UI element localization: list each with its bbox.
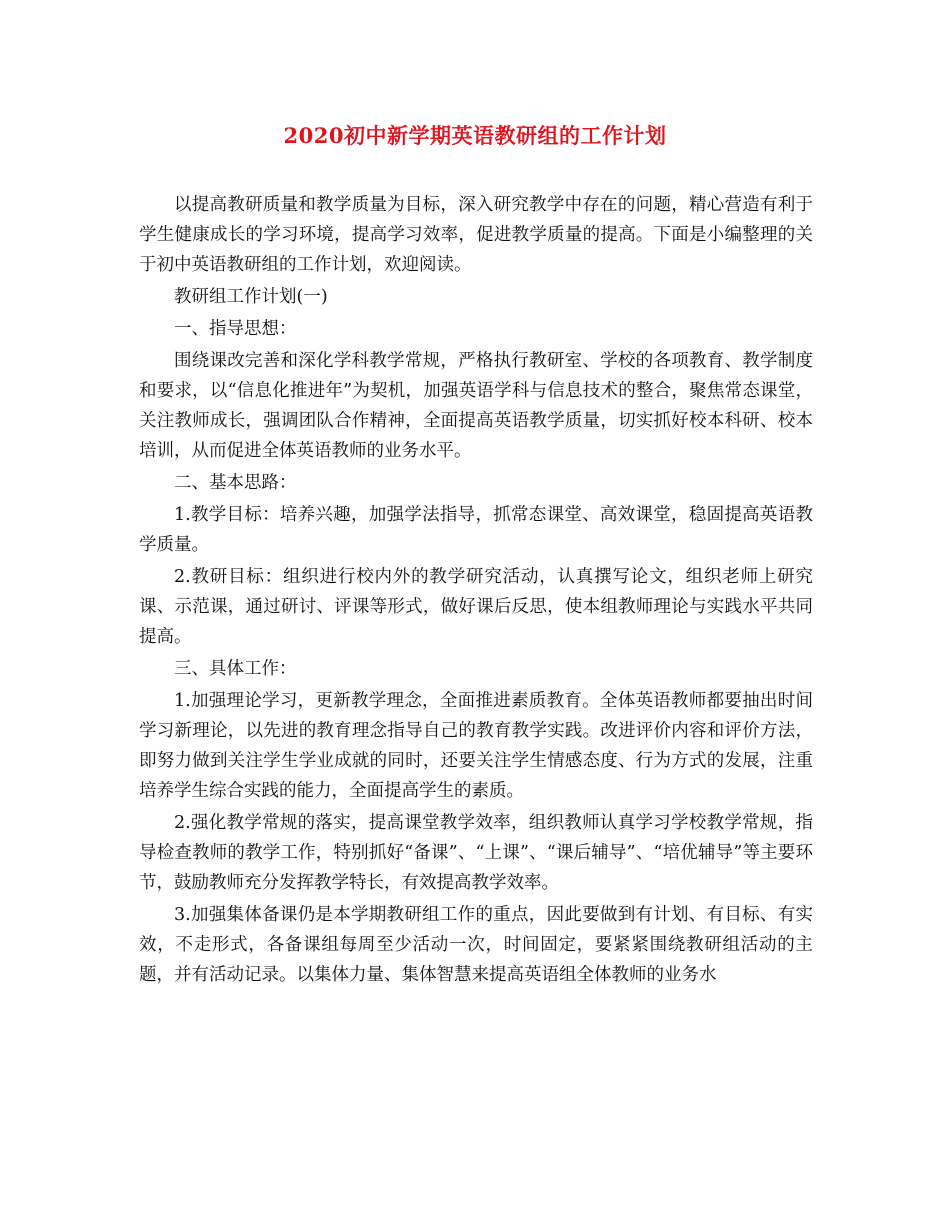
paragraph-research-goal: 2.教研目标：组织进行校内外的教学研究活动，认真撰写论文，组织老师上研究课、示范课，通过研讨、评课等形式，做好课后反思，使本组教师理论与实践水平共同提高。 — [139, 567, 813, 647]
section-heading-basic-ideas: 二、基本思路： — [174, 473, 297, 493]
section-heading-specific-work: 三、具体工作： — [174, 659, 297, 679]
section-heading-plan-one: 教研组工作计划(一) — [174, 287, 328, 307]
paragraph-work-item-3: 3.加强集体备课仍是本学期教研组工作的重点，因此要做到有计划、有目标、有实效，不走形式，各备课组每周至少活动一次，时间固定，要紧紧围绕教研组活动的主题，并有活动记录。以集体力量、集体智慧来提高英语组全体教师的业务水 — [139, 905, 813, 985]
paragraph-guiding-ideology: 围绕课改完善和深化学科教学常规，严格执行教研室、学校的各项教育、教学制度和要求，以“信息化推进年”为契机，加强英语学科与信息技术的整合，聚焦常态课堂，关注教师成长，强调团队合作精神，全面提高英语教学质量，切实抓好校本科研、校本培训，从而促进全体英语教师的业务水平。 — [139, 351, 813, 461]
paragraph-work-item-1: 1.加强理论学习，更新教学理念，全面推进素质教育。全体英语教师都要抽出时间学习新理论，以先进的教育理念指导自己的教育教学实践。改进评价内容和评价方法，即努力做到关注学生学业成就的同时，还要关注学生情感态度、行为方式的发展，注重培养学生综合实践的能力，全面提高学生的素质。 — [139, 691, 813, 801]
paragraph-teaching-goal: 1.教学目标：培养兴趣，加强学法指导，抓常态课堂、高效课堂，稳固提高英语教学质量。 — [139, 505, 813, 555]
section-heading-guiding-ideology: 一、指导思想： — [174, 319, 297, 339]
document-body — [139, 190, 813, 990]
paragraph-work-item-2: 2.强化教学常规的落实，提高课堂教学效率，组织教师认真学习学校教学常规，指导检查教师的教学工作，特别抓好“备课”、“上课”、“课后辅导”、“培优辅导”等主要环节，鼓励教师充分发挥教学特长，有效提高教学效率。 — [139, 813, 813, 893]
document-title: 2020初中新学期英语教研组的工作计划 — [283, 123, 667, 148]
paragraph-intro: 以提高教研质量和教学质量为目标，深入研究教学中存在的问题，精心营造有利于学生健康成长的学习环境，提高学习效率，促进教学质量的提高。下面是小编整理的关于初中英语教研组的工作计划，欢迎阅读。 — [139, 195, 813, 275]
